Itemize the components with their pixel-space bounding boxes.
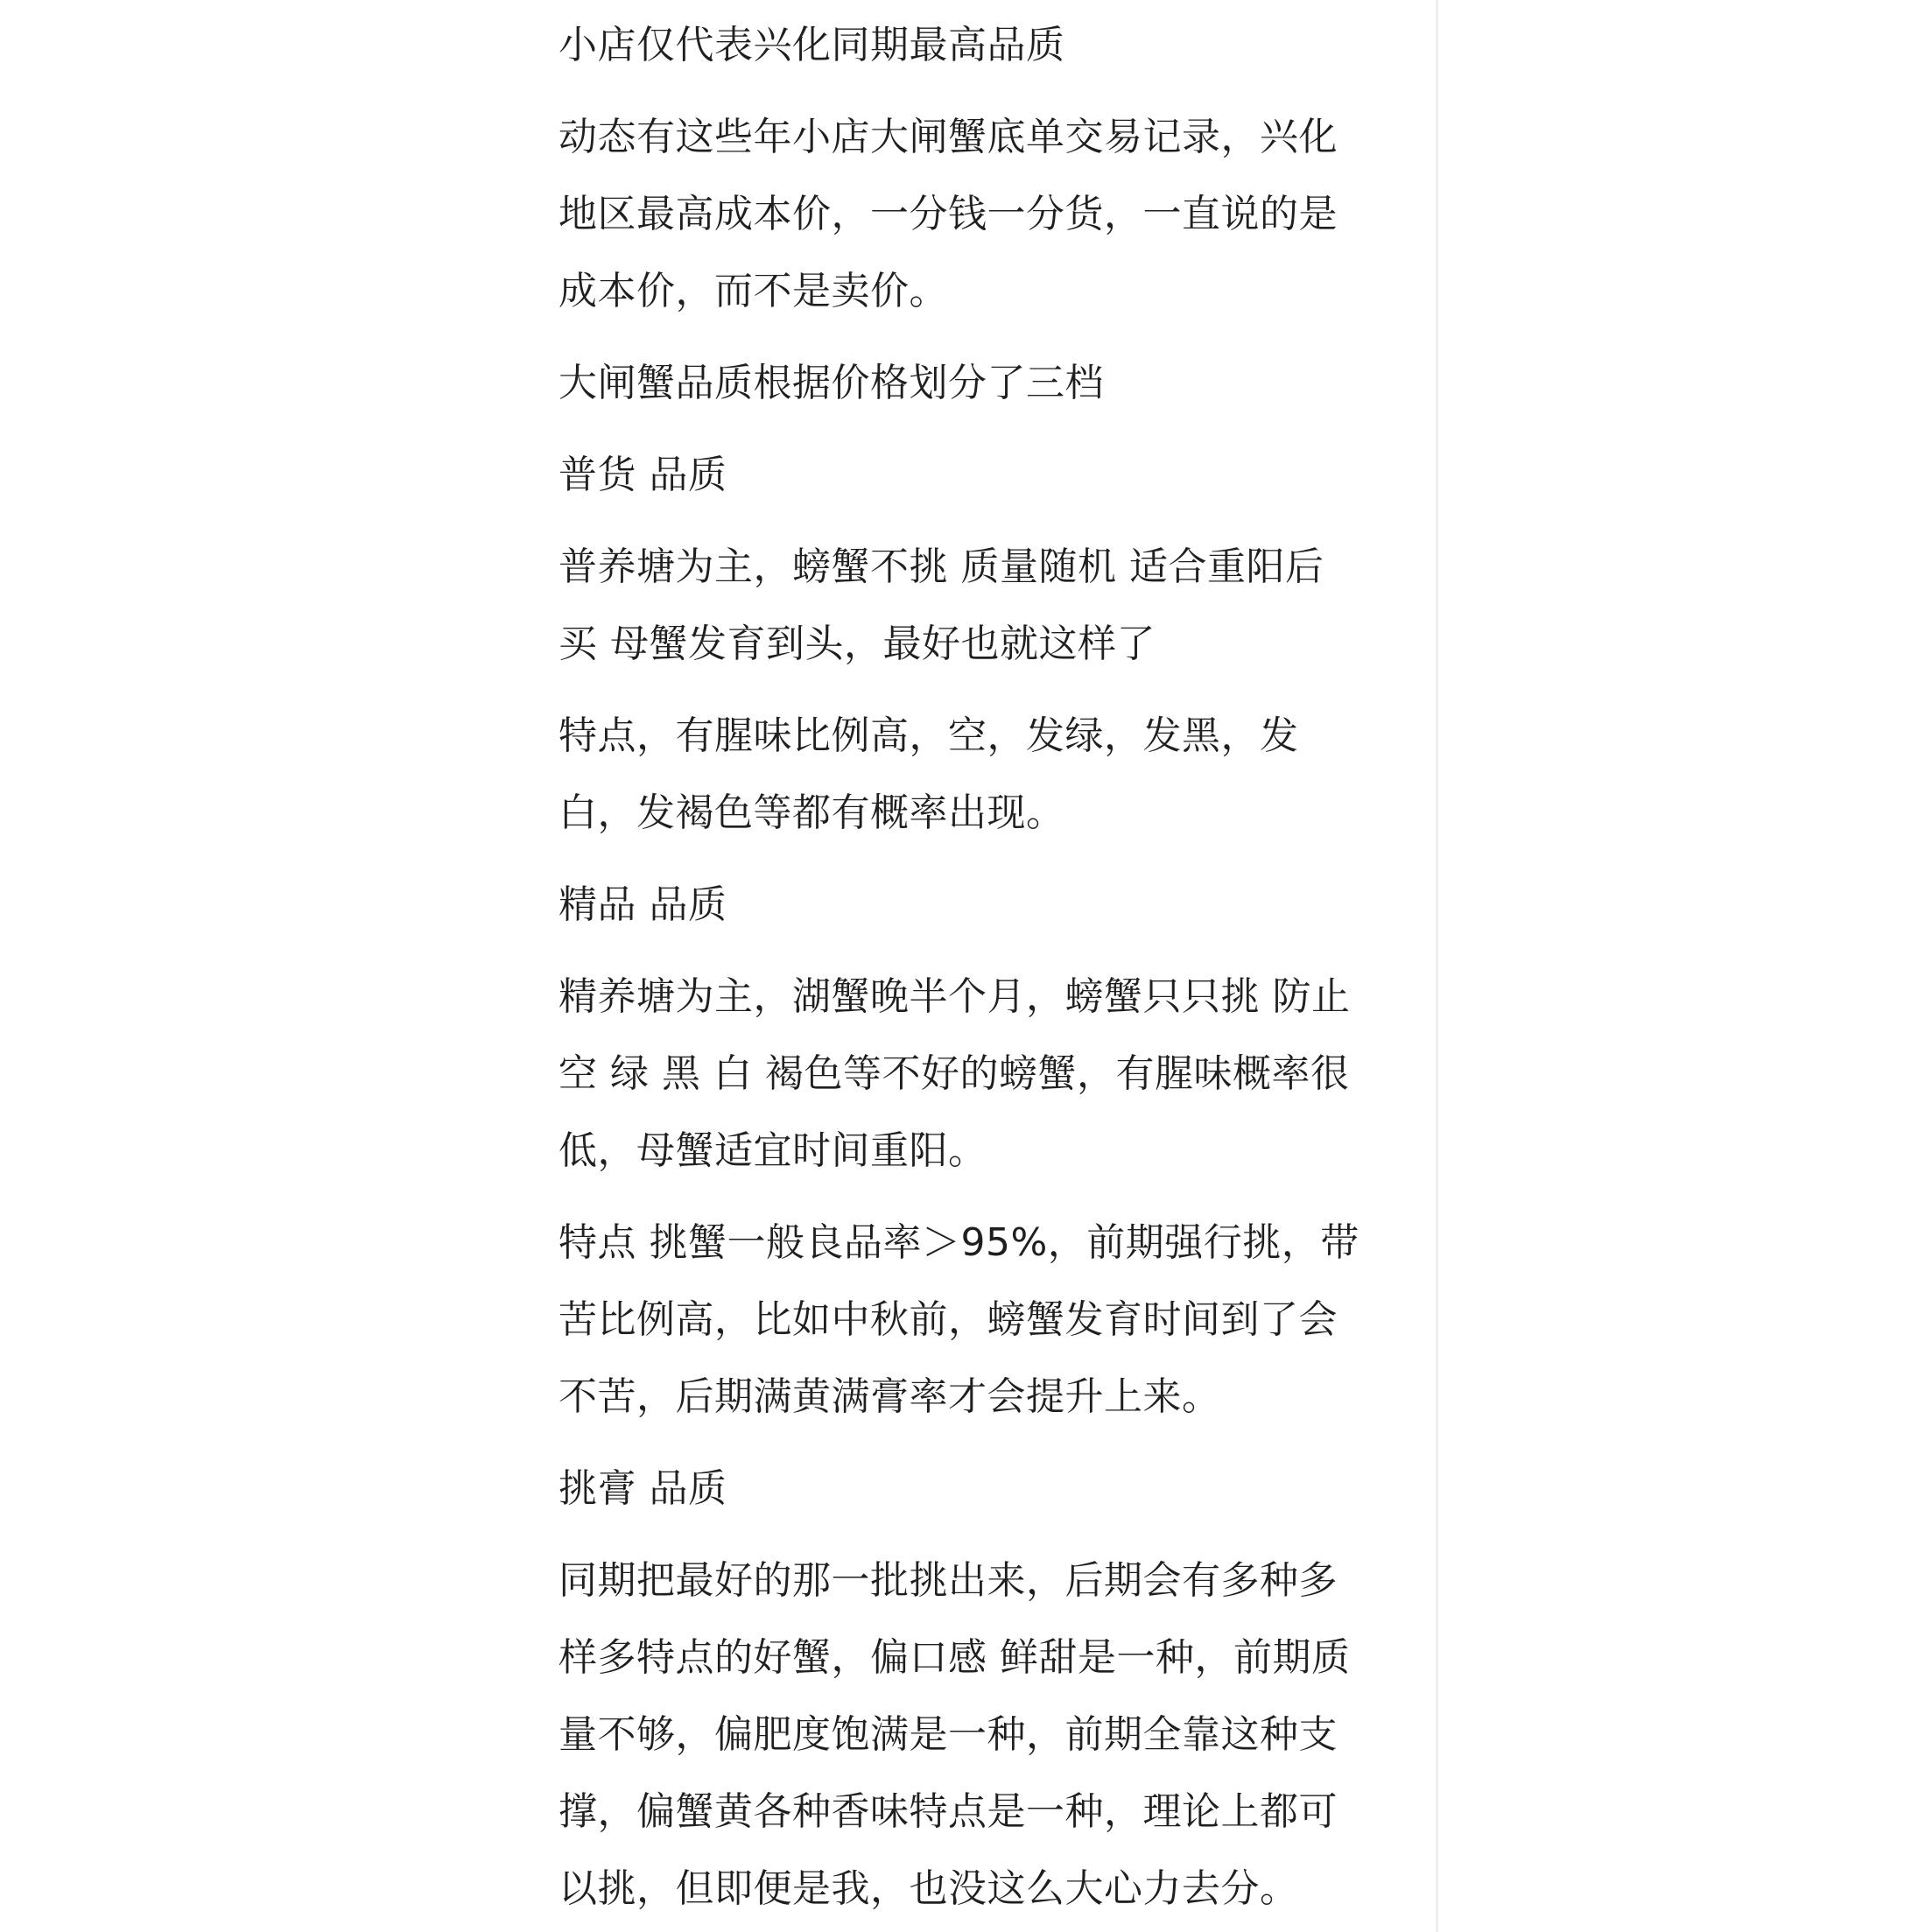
text-line: 同期把最好的那一批挑出来，后期会有多种多 (559, 1558, 1338, 1603)
heading-regular-grade (559, 437, 1381, 514)
text-line: 挑膏 品质 (559, 1466, 727, 1511)
paragraph-cost-price (559, 99, 1381, 330)
text-line: 量不够，偏肥度饱满是一种，前期全靠这种支 (559, 1712, 1338, 1757)
paragraph-regular-features (559, 698, 1381, 852)
page-right-border (1436, 0, 1438, 1932)
text-line: 小店仅代表兴化同期最高品质 (559, 23, 1065, 67)
paragraph-three-tiers (559, 345, 1381, 422)
text-line: 地区最高成本价，一分钱一分货，一直说的是 (559, 192, 1338, 236)
text-line: 低，母蟹适宜时间重阳。 (559, 1128, 987, 1173)
text-line: 以挑，但即便是我，也没这么大心力去分。 (559, 1866, 1299, 1911)
text-line: 买 母蟹发育到头，最好也就这样了 (559, 622, 1156, 666)
heading-select-roe-grade (559, 1451, 1381, 1528)
text-line: 空 绿 黑 白 褐色等不好的螃蟹，有腥味概率很 (559, 1051, 1350, 1096)
text-line: 白，发褐色等都有概率出现。 (559, 790, 1065, 835)
text-line: 普养塘为主，螃蟹不挑 质量随机 适合重阳后 (559, 544, 1324, 589)
text-line: 样多特点的好蟹，偏口感 鲜甜是一种，前期质 (559, 1635, 1351, 1680)
text-line: 不苦，后期满黄满膏率才会提升上来。 (559, 1374, 1221, 1419)
paragraph-regular-description (559, 529, 1381, 683)
paragraph-intro (559, 7, 1381, 84)
text-line: 动态有这些年小店大闸蟹底单交易记录，兴化 (559, 115, 1338, 159)
text-line: 撑，偏蟹黄各种香味特点是一种，理论上都可 (559, 1789, 1338, 1834)
heading-premium-grade (559, 867, 1381, 944)
paragraph-premium-description (559, 959, 1381, 1190)
text-line: 大闸蟹品质根据价格划分了三档 (559, 361, 1104, 405)
text-line: 普货 品质 (559, 453, 727, 497)
text-line: 特点，有腥味比例高，空，发绿，发黑，发 (559, 713, 1299, 758)
text-line: 苦比例高，比如中秋前，螃蟹发育时间到了会 (559, 1297, 1338, 1342)
paragraph-premium-features (559, 1205, 1381, 1436)
text-line: 成本价，而不是卖价。 (559, 269, 948, 313)
text-line: 精养塘为主，湖蟹晚半个月，螃蟹只只挑 防止 (559, 974, 1351, 1019)
text-line: 特点 挑蟹一般良品率＞95%，前期强行挑，带 (559, 1220, 1359, 1265)
article-body (559, 0, 1381, 1928)
paragraph-select-roe-description (559, 1542, 1381, 1928)
text-line: 精品 品质 (559, 882, 727, 927)
